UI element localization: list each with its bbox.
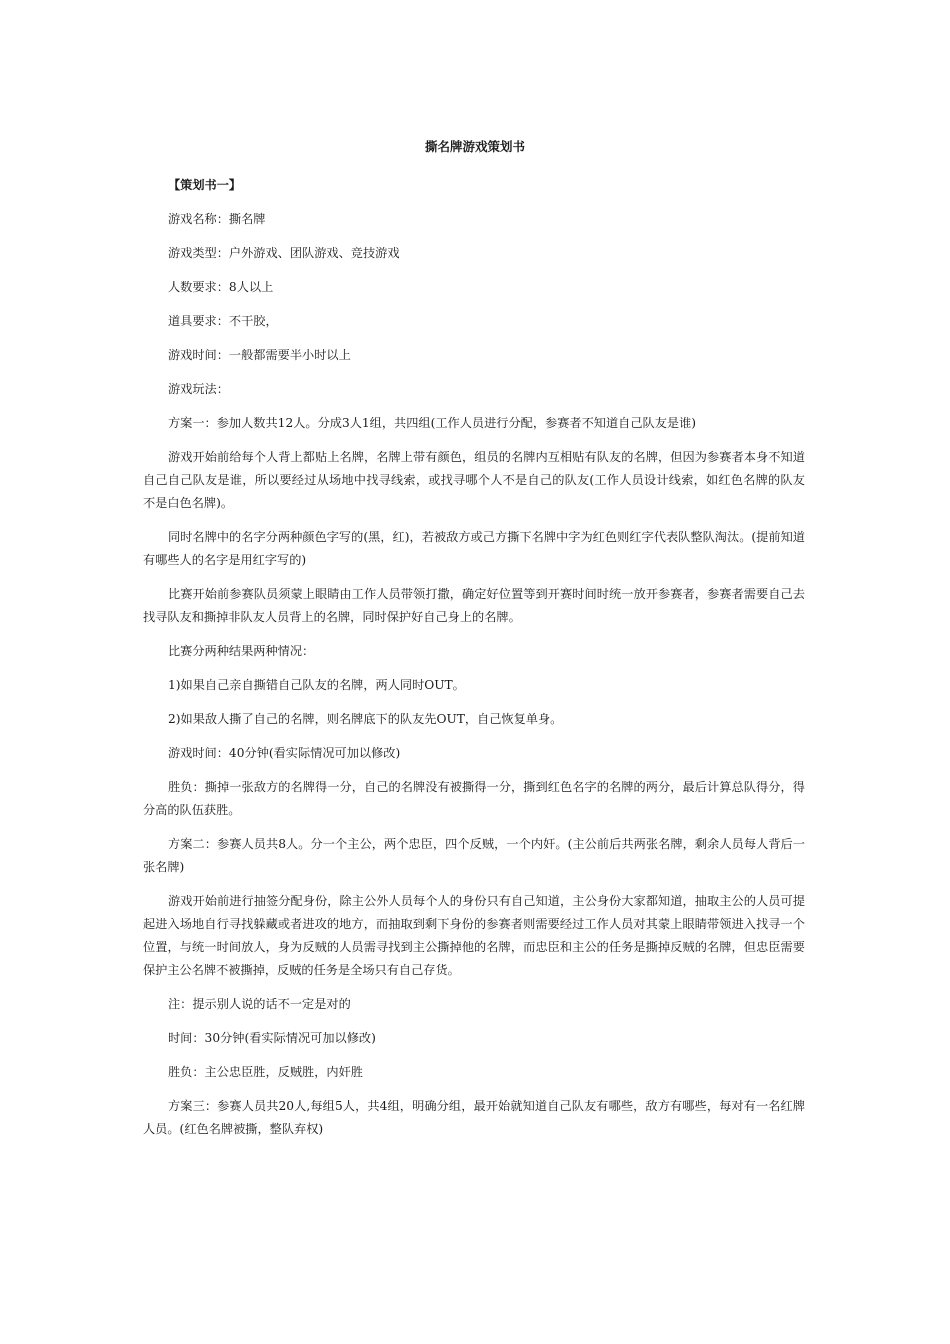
player-count-line: 人数要求：8人以上 — [168, 280, 274, 294]
plan-three-intro: 方案三：参赛人员共20人,每组5人，共4组，明确分组，最开始就知道自己队友有哪些，敌方有哪些，每对有一名红牌人员。(红色名牌被撕，整队弃权) — [143, 1099, 805, 1136]
plan-one-outcome-1: 1)如果自己亲自撕错自己队友的名牌，两人同时OUT。 — [168, 678, 465, 692]
plan-two-intro: 方案二：参赛人员共8人。分一个主公，两个忠臣，四个反贼，一个内奸。(主公前后共两张名牌，剩余人员每人背后一张名牌) — [143, 837, 805, 874]
gameplay-heading: 游戏玩法： — [168, 382, 229, 396]
props-line: 道具要求：不干胶， — [168, 314, 278, 328]
document-title: 撕名牌游戏策划书 — [424, 139, 525, 154]
game-name-line: 游戏名称：撕名牌 — [168, 212, 266, 226]
section-heading: 【策划书一】 — [168, 178, 242, 192]
plan-one-outcomes-heading: 比赛分两种结果两种情况： — [168, 644, 315, 658]
game-type-line: 游戏类型：户外游戏、团队游戏、竞技游戏 — [168, 246, 400, 260]
plan-two-rules: 游戏开始前进行抽签分配身份，除主公外人员每个人的身份只有自己知道，主公身份大家都知道，抽取主公的人员可提起进入场地自行寻找躲藏或者进攻的地方，而抽取到剩下身份的参赛者则需要经过工作人员对其蒙上眼睛带领进入找寻一个位置，与统一时间放人，身为反贼的人员需寻找到主公撕掉他的名牌，而忠臣和主公的任务是撕掉反贼的名牌，但忠臣需要保护主公名牌不被撕掉，反贼的任务是全场只有自己存货。 — [143, 894, 805, 977]
plan-two-outcome: 胜负：主公忠臣胜，反贼胜，内奸胜 — [168, 1065, 363, 1079]
plan-two-note: 注：提示别人说的话不一定是对的 — [168, 997, 351, 1011]
plan-one-intro: 方案一：参加人数共12人。分成3人1组，共四组(工作人员进行分配，参赛者不知道自己队友是谁) — [168, 416, 697, 430]
plan-one-start: 比赛开始前参赛队员须蒙上眼睛由工作人员带领打撒，确定好位置等到开赛时间时统一放开参赛者，参赛者需要自己去找寻队友和撕掉非队友人员背上的名牌，同时保护好自己身上的名牌。 — [143, 587, 805, 624]
plan-one-setup: 游戏开始前给每个人背上都贴上名牌，名牌上带有颜色，组员的名牌内互相贴有队友的名牌，但因为参赛者本身不知道自己自己队友是谁，所以要经过从场地中找寻线索，或找寻哪个人不是自己的队友(工作人员设计线索，如红色名牌的队友不是白色名牌)。 — [143, 450, 805, 510]
document-body — [143, 174, 805, 1152]
plan-one-time: 游戏时间：40分钟(看实际情况可加以修改) — [168, 746, 401, 760]
plan-two-time: 时间：30分钟(看实际情况可加以修改) — [168, 1031, 376, 1045]
plan-one-name-colors: 同时名牌中的名字分两种颜色字写的(黑，红)，若被敌方或己方撕下名牌中字为红色则红字代表队整队淘汰。(提前知道有哪些人的名字是用红字写的) — [143, 530, 805, 567]
game-duration-line: 游戏时间：一般都需要半小时以上 — [168, 348, 351, 362]
plan-one-outcome-2: 2)如果敌人撕了自己的名牌，则名牌底下的队友先OUT，自己恢复单身。 — [168, 712, 563, 726]
plan-one-scoring: 胜负：撕掉一张敌方的名牌得一分，自己的名牌没有被撕得一分，撕到红色名字的名牌的两分，最后计算总队得分，得分高的队伍获胜。 — [143, 780, 805, 817]
